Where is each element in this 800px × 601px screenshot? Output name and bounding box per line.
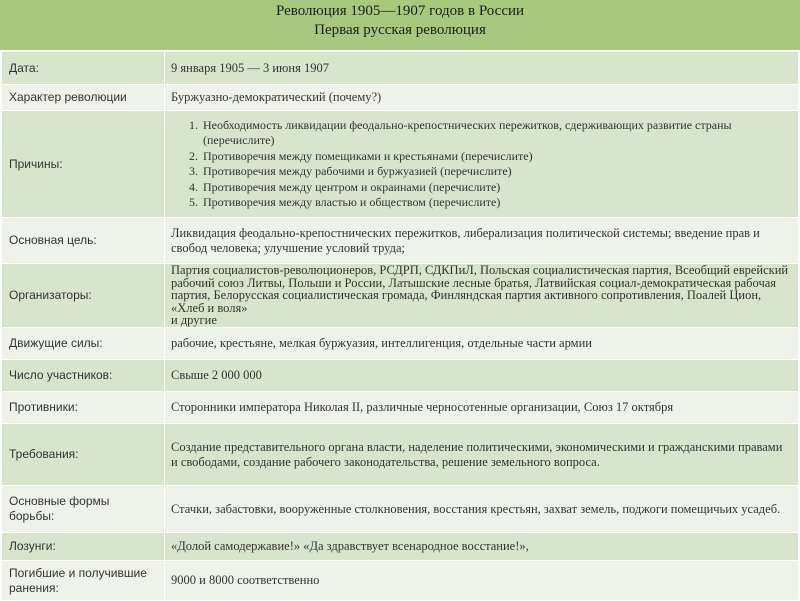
list-item: 2. Противоречия между помещиками и крестьянами (перечислите) [201,149,792,165]
row-label-participants: Число участников: [2,360,165,392]
row-value-demands: Создание представительного органа власти, наделение политическими, экономическими и гражданскими правами и свободами, создание рабочего законодательства, решение земельного вопроса. [165,424,799,486]
table-row-organizers [2,264,799,328]
table-row-forces [2,328,799,360]
table-row-goal [2,218,799,264]
row-value-forces: рабочие, крестьяне, мелкая буржуазия, интеллигенция, отдельные части армии [165,328,799,360]
row-value-casualties: 9000 и 8000 соответственно [165,561,799,601]
row-label-forces: Движущие силы: [2,328,165,360]
row-label-date: Дата: [2,52,165,85]
slide-header [0,0,800,50]
table-row-demands [2,424,799,486]
row-value-date: 9 января 1905 — 3 июня 1907 [165,52,799,85]
row-value-forms: Стачки, забастовки, вооруженные столкновения, восстания крестьян, захват земель, поджоги помещичьих усадеб. [165,486,799,533]
causes-list [171,118,792,211]
table-row-date [2,52,799,85]
table-row-causes [2,111,799,218]
table-row-casualties [2,561,799,601]
row-label-causes: Причины: [2,111,165,218]
row-value-goal: Ликвидация феодально-крепостнических пережитков, либерализация политической системы; введение прав и свобод человека; улучшение условий труда; [165,218,799,264]
page-title: Революция 1905—1907 годов в России [275,3,525,19]
list-item: 1. Необходимость ликвидации феодально-крепостнических пережитков, сдерживающих развитие страны (перечислите) [201,118,792,149]
row-label-goal: Основная цель: [2,218,165,264]
organizers-text: Партия социалистов-революционеров, РСДРП, СДКПиЛ, Польская социалистическая партия, Всеобщий еврейский рабочий союз Литвы, Польши и России, Латышские лесные братья, Латвийская социал-демократическая рабочая партия, Белорусская социалистическая громада, Финляндская партия активного сопротивления, Поалей Цион, «Хлеб и воля» [171,263,789,315]
row-value-slogans: «Долой самодержавие!» «Да здравствует всенародное восстание!», [165,533,799,561]
page-subtitle: Первая русская революция [314,22,486,38]
row-label-demands: Требования: [2,424,165,486]
row-label-slogans: Лозунги: [2,533,165,561]
row-value-opponents: Сторонники императора Николая II, различные черносотенные организации, Союз 17 октября [165,392,799,424]
row-label-character: Характер революции [2,85,165,111]
revolution-table [1,51,799,601]
list-item: 4. Противоречия между центром и окраинами (перечислите) [201,180,792,196]
list-item: 5. Противоречия между властью и обществом (перечислите) [201,195,792,211]
table-row-character [2,85,799,111]
list-item: 3. Противоречия между рабочими и буржуазией (перечислите) [201,164,792,180]
table-row-participants [2,360,799,392]
table-row-slogans [2,533,799,561]
row-label-casualties: Погибшие и получившие ранения: [2,561,165,601]
row-label-forms: Основные формы борьбы: [2,486,165,533]
row-value-participants: Свыше 2 000 000 [165,360,799,392]
row-label-opponents: Противники: [2,392,165,424]
row-value-organizers [165,264,799,328]
row-value-causes [165,111,799,218]
row-label-organizers: Организаторы: [2,264,165,328]
table-row-opponents [2,392,799,424]
row-value-character: Буржуазно-демократический (почему?) [165,85,799,111]
organizers-extra: и другие [171,313,217,328]
table-row-forms [2,486,799,533]
